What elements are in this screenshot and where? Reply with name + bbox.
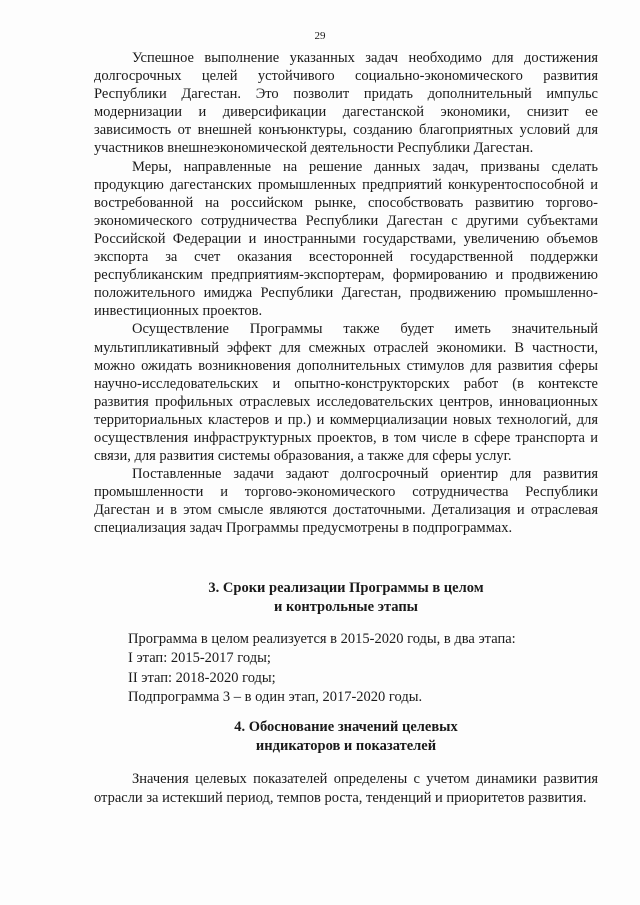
section-4-body [94, 770, 598, 807]
paragraph-goals: Успешное выполнение указанных задач необходимо для достижения долгосрочных целей устойчивого социально-экономического развития Республики Дагестан. Это позволит придать дополнительный импульс модернизации и диверсификации дагестанской экономики, снизит ее зависимость от внешней конъюнктуры, созданию благоприятных условий для участников внешнеэкономической деятельности Республики Дагестан. [94, 50, 598, 157]
section-3-title-line-1: 3. Сроки реализации Программы в целом [208, 580, 484, 596]
section-4-title-line-1: 4. Обоснование значений целевых [234, 719, 458, 735]
section-4-title-line-2: индикаторов и показателей [255, 737, 437, 754]
section-4-heading [94, 718, 598, 755]
stage-2: II этап: 2018-2020 годы; [128, 669, 276, 686]
stages-intro: Программа в целом реализуется в 2015-2020 годы, в два этапа: [128, 631, 516, 647]
section-3-heading [94, 579, 598, 616]
page-number: 29 [314, 30, 326, 42]
paragraph-measures: Меры, направленные на решение данных задач, призваны сделать продукцию дагестанских промышленных предприятий конкурентоспособной и востребованной на российском рынке, способствовать развитию торгово-экономического сотрудничества Республики Дагестан с другими субъектами Российской Федерации и иностранными государствами, увеличению объемов экспорта за счет оказания всесторонней государственной поддержки республиканским предприятиям-экспортерам, формированию и продвижению положительного имиджа Республики Дагестан, продвижению промышленно-инвестиционных проектов. [94, 158, 598, 320]
paragraph-indicators: Значения целевых показателей определены с учетом динамики развития отрасли за истекший период, темпов роста, тенденций и приоритетов развития. [94, 771, 598, 806]
stages-list [128, 630, 598, 708]
section-3-title-line-2: и контрольные этапы [273, 598, 418, 615]
paragraph-multiplier-effect: Осуществление Программы также будет иметь значительный мультипликативный эффект для смежных отраслей экономики. В частности, можно ожидать возникновения дополнительных стимулов для развития сферы научно-исследовательских и опытно-конструкторских работ (в контексте развития профильных отраслевых исследовательских центров, инновационных территориальных кластеров и пр.) и коммерциализации новых технологий, для осуществления инфраструктурных проектов, в том числе в сфере транспорта и связи, для развития системы образования, а также для сферы услуг. [94, 321, 598, 465]
paragraph-tasks: Поставленные задачи задают долгосрочный ориентир для развития промышленности и торгово-экономического сотрудничества Республики Дагестан и в этом смысле являются достаточными. Детализация и отраслевая специализация задач Программы предусмотрены в подпрограммах. [94, 466, 598, 537]
subprogram-3-stage: Подпрограмма 3 – в один этап, 2017-2020 годы. [128, 689, 423, 706]
body-text [94, 49, 598, 538]
stage-1: I этап: 2015-2017 годы; [128, 650, 271, 667]
